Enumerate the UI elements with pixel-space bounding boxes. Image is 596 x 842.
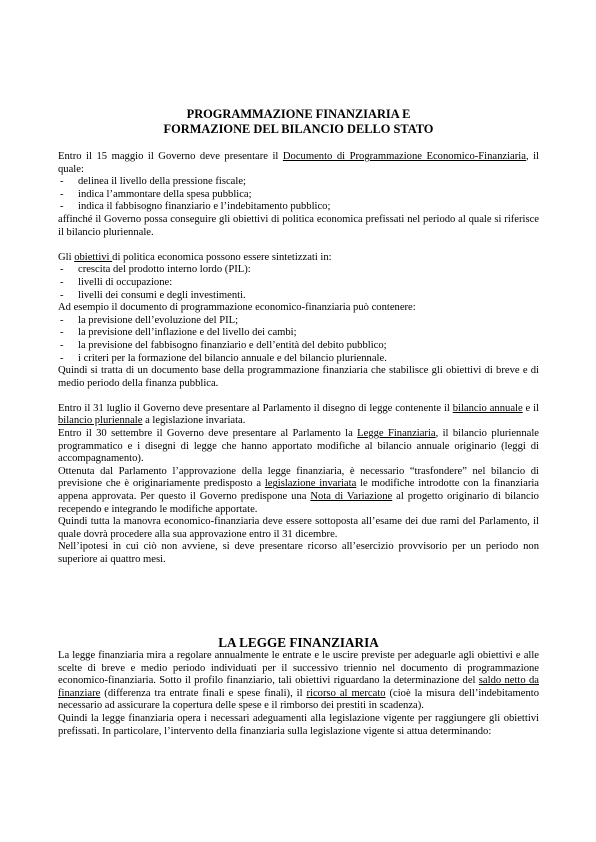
section-legge-finanziaria (58, 635, 539, 738)
section-heading: LA LEGGE FINANZIARIA (218, 635, 379, 650)
link-dpef[interactable]: Documento di Programmazione Economico-Finanziaria (282, 151, 526, 162)
list-item: - i criteri per la formazione del bilancio annuale e del bilancio pluriennale. (58, 353, 539, 366)
section-programmazione (58, 151, 539, 567)
paragraph-esempio: Ad esempio il documento di programmazione economico-finanziaria può contenere: (58, 302, 416, 314)
link-nota-di-variazione[interactable]: Nota di Variazione (310, 491, 393, 503)
paragraph-ottenuta: Ottenuta dal Parlamento l’approvazione della legge finanziaria, è necessario “trasfondere” nel bilancio di previsione che è originariamente predisposto a legislazione invariata le modifiche introdotte con la finanziaria appena approvata. Per questo il Governo predispone una Nota di Variazione al progetto originario di bilancio recependo e integrando le modifiche apportate. (58, 465, 539, 515)
paragraph-30-settembre: Entro il 30 settembre il Governo deve presentare al Parlamento la Legge Finanziaria, il bilancio pluriennale programmatico e i disegni di legge che hanno apportato modifiche al bilancio annuale originario (leggi di accompagnamento). (58, 428, 539, 465)
link-saldo-netto[interactable]: saldo netto da finanziare (58, 675, 539, 699)
paragraph-dpef: Entro il 15 maggio il Governo deve presentare il Documento di Programmazione Economico-Finanziaria, il quale: (58, 151, 539, 175)
link-ricorso-al-mercato[interactable]: ricorso al mercato (306, 687, 386, 699)
list-item: - livelli dei consumi e degli investimenti. (58, 290, 539, 303)
paragraph-adeguamenti: Quindi la legge finanziaria opera i necessari adeguamenti alla legislazione vigente per raggiungere gli obiettivi prefissati. In particolare, l’intervento della finanziaria sulla legislazione vigente si attua determinando: (58, 712, 539, 737)
list-item: - indica il fabbisogno finanziario e l’indebitamento pubblico; (58, 201, 539, 214)
list-item: - la previsione del fabbisogno finanziario e dell’entità del debito pubblico; (58, 340, 539, 353)
list-item: - delinea il livello della pressione fiscale; (58, 176, 539, 189)
link-obiettivi[interactable]: obiettivi (74, 251, 113, 263)
title-line-2: FORMAZIONE DEL BILANCIO DELLO STATO (163, 122, 434, 136)
paragraph-obiettivi: Gli obiettivi di politica economica possono essere sintetizzati in: (58, 251, 332, 263)
list-previsioni (58, 315, 539, 365)
link-legge-finanziaria[interactable]: Legge Finanziaria (357, 428, 436, 440)
list-item: - la previsione dell’inflazione e del livello dei cambi; (58, 327, 539, 340)
paragraph-manovra: Quindi tutta la manovra economico-finanziaria deve essere sottoposta all’esame dei due rami del Parlamento, il quale dovrà procedere alla sua approvazione entro il 31 dicembre. (58, 516, 539, 540)
list-dpef-contents (58, 176, 539, 214)
document-title (58, 107, 539, 137)
title-line-1: PROGRAMMAZIONE FINANZIARIA E (186, 107, 411, 121)
list-item: - la previsione dell’evoluzione del PIL; (58, 315, 539, 328)
paragraph-legge-finanziaria: La legge finanziaria mira a regolare annualmente le entrate e le uscire previste per adeguarle agli obiettivi e alle scelte di breve e medio periodo individuati per il successivo triennio nel documento di programmazione economico-finanziaria. Sotto il profilo finanziario, tali obiettivi riguardano la determinazione del saldo netto da finanziare (differenza tra entrate finali e spese finali), il ricorso al mercato (cioè la misura dell’indebitamento necessario ad assicurare la copertura delle spese e il rimborso dei prestiti in scadenza). (58, 650, 539, 712)
list-item: - indica l’ammontare della spesa pubblica; (58, 189, 539, 202)
list-item: - livelli di occupazione: (58, 277, 539, 290)
paragraph-esercizio-provvisorio: Nell’ipotesi in cui ciò non avviene, si deve presentare ricorso all’esercizio provvisorio per un periodo non superiore ai quattro mesi. (58, 541, 539, 565)
link-legislazione-invariata[interactable]: legislazione invariata (264, 478, 357, 490)
paragraph-quindi-documento: Quindi si tratta di un documento base della programmazione finanziaria che stabilisce gli obiettivi di breve e di medio periodo della finanza pubblica. (58, 365, 539, 389)
list-item: - crescita del prodotto interno lordo (PIL): (58, 264, 539, 277)
link-bilancio-annuale[interactable]: bilancio annuale (452, 402, 523, 414)
link-bilancio-pluriennale[interactable]: bilancio pluriennale (58, 415, 143, 427)
paragraph-affinche: affinché il Governo possa conseguire gli obiettivi di politica economica prefissati nel periodo al quale si riferisce il bilancio pluriennale. (58, 213, 539, 238)
list-obiettivi (58, 264, 539, 302)
paragraph-31-luglio: Entro il 31 luglio il Governo deve presentare al Parlamento il disegno di legge contenente il bilancio annuale e il bilancio pluriennale a legislazione invariata. (58, 402, 539, 427)
